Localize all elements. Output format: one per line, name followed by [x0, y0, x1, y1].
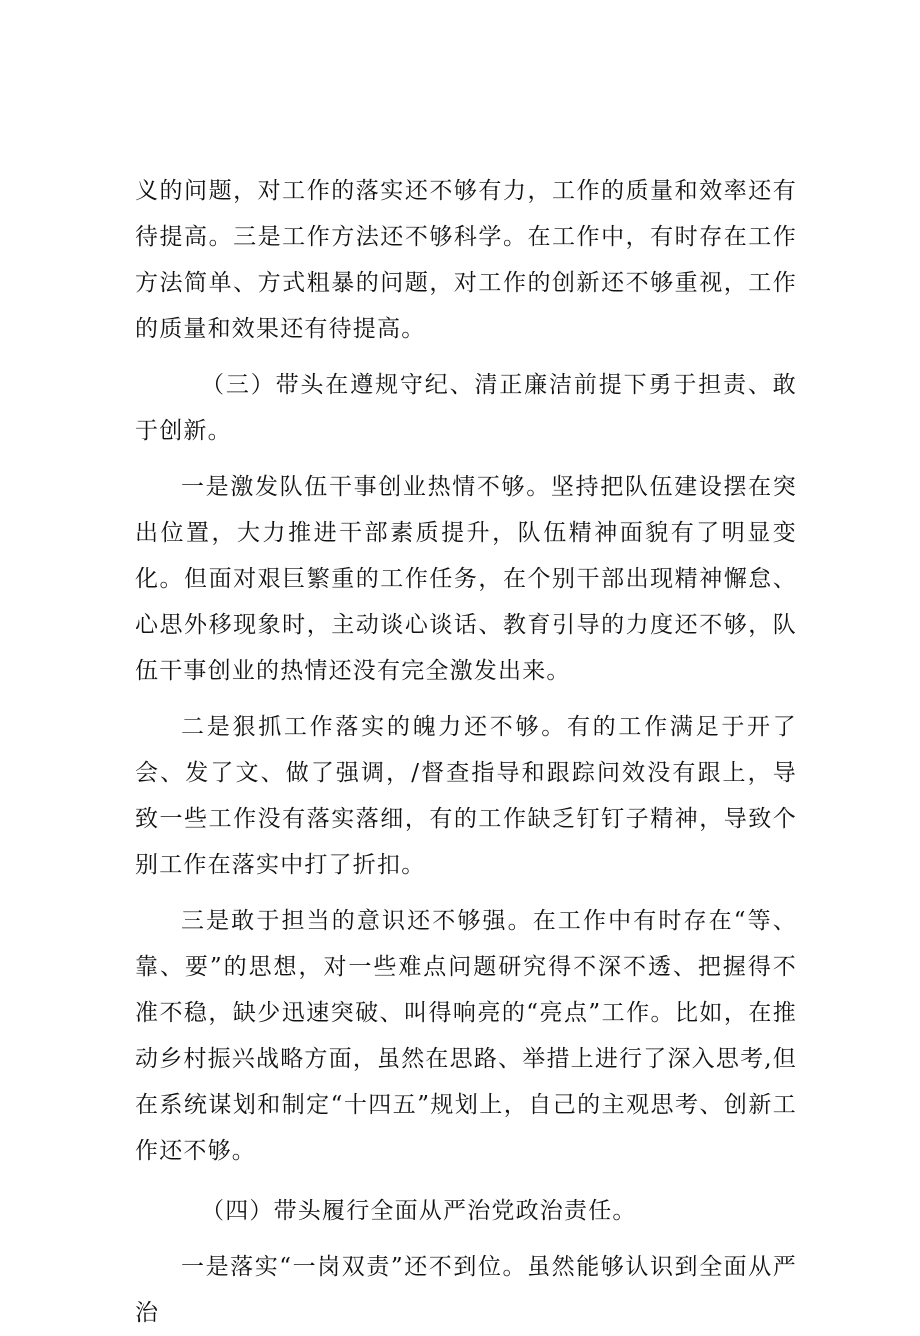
- paragraph-point-1: 一是激发队伍干事创业热情不够。坚持把队伍建设摆在突出位置，大力推进干部素质提升，队伍精神面貌有了明显变化。但面对艰巨繁重的工作任务，在个别干部出现精神懈怠、心思外移现象时，主动谈心谈话、教育引导的力度还不够，队伍干事创业的热情还没有完全激发出来。: [135, 474, 797, 684]
- paragraph-point-4: 一是落实“一岗双责”还不到位。虽然能够认识到全面从严治: [135, 1254, 797, 1326]
- paragraph-point-2: 二是狠抓工作落实的魄力还不够。有的工作满足于开了会、发了文、做了强调，/督查指导和跟踪问效没有跟上，导致一些工作没有落实落细，有的工作缺乏钉钉子精神，导致个别工作在落实中打了折扣。: [135, 714, 797, 878]
- section-heading-4: （四）带头履行全面从严治党政治责任。: [201, 1198, 637, 1224]
- section-heading-3: （三）带头在遵规守纪、清正廉洁前提下勇于担责、敢于创新。: [135, 372, 797, 444]
- paragraph-continued: 义的问题，对工作的落实还不够有力，工作的质量和效率还有待提高。三是工作方法还不够科学。在工作中，有时存在工作方法简单、方式粗暴的问题，对工作的创新还不够重视，工作的质量和效果还有待提高。: [135, 178, 797, 342]
- paragraph-point-3: 三是敢于担当的意识还不够强。在工作中有时存在“等、靠、要”的思想，对一些难点问题研究得不深不透、把握得不准不稳，缺少迅速突破、叫得响亮的“亮点”工作。比如，在推动乡村振兴战略方面，虽然在思路、举措上进行了深入思考,但在系统谋划和制定“十四五”规划上，自己的主观思考、创新工作还不够。: [135, 908, 797, 1164]
- document-body: [135, 168, 797, 1336]
